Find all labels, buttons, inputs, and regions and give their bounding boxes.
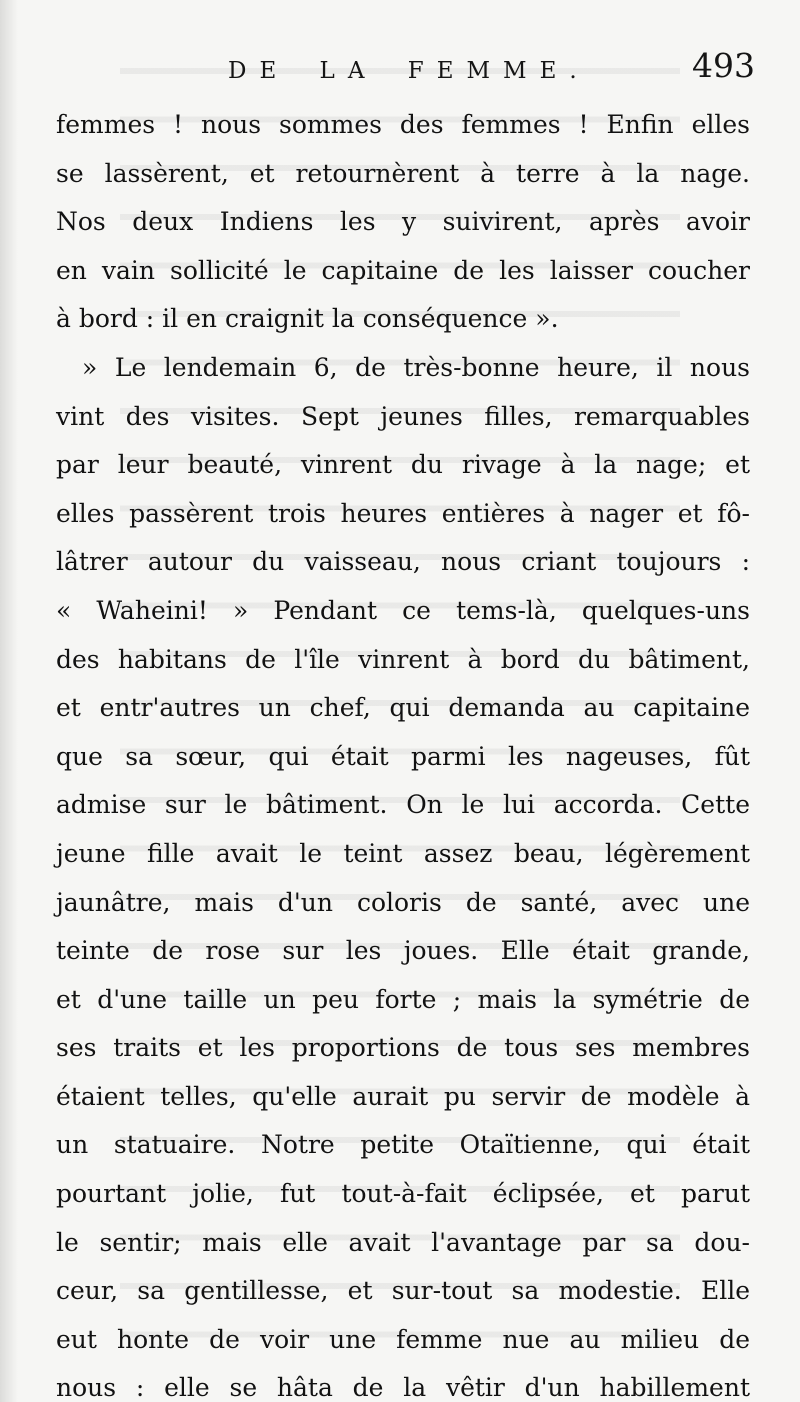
body-text [56,101,750,1402]
page-header [50,46,755,94]
text-line: Nos deux Indiens les y suivirent, après avoir [56,207,750,237]
text-line: teinte de rose sur les joues. Elle était grande, [56,936,750,966]
text-line: le sentir; mais elle avait l'avantage par sa dou- [56,1227,750,1257]
text-line: lâtrer autour du vaisseau, nous criant toujours : [56,547,750,577]
text-line: eut honte de voir une femme nue au milieu de [56,1324,750,1354]
text-line: elles passèrent trois heures entières à nager et fô- [56,498,750,528]
text-line: jaunâtre, mais d'un coloris de santé, avec une [56,887,750,917]
text-line: « Waheini! » Pendant ce tems-là, quelques-uns [56,595,750,625]
text-line: et entr'autres un chef, qui demanda au capitaine [56,693,750,723]
text-line: femmes ! nous sommes des femmes ! Enfin elles [56,110,750,139]
text-line: des habitans de l'île vinrent à bord du bâtiment, [56,644,750,674]
page-number: 493 [692,46,755,85]
running-head: DE LA FEMME. [228,58,590,84]
text-line: vint des visites. Sept jeunes filles, remarquables [56,401,750,431]
text-line: un statuaire. Notre petite Otaïtienne, qui était [56,1130,750,1160]
text-line: en vain sollicité le capitaine de les laisser coucher [56,255,750,285]
text-line: à bord : il en craignit la conséquence ». [56,304,559,334]
text-line: et d'une taille un peu forte ; mais la symétrie de [56,984,750,1014]
text-line: » Le lendemain 6, de très-bonne heure, il nous [82,352,750,382]
text-line: ses traits et les proportions de tous ses membres [56,1033,750,1063]
text-line: par leur beauté, vinrent du rivage à la nage; et [56,450,750,480]
text-line: pourtant jolie, fut tout-à-fait éclipsée, et parut [56,1179,750,1209]
text-line: étaient telles, qu'elle aurait pu servir de modèle à [56,1081,750,1111]
text-line: que sa sœur, qui était parmi les nageuses, fût [56,741,750,771]
text-line: nous : elle se hâta de la vêtir d'un habillement [56,1373,750,1402]
text-line: ceur, sa gentillesse, et sur-tout sa modestie. Elle [56,1276,750,1306]
text-line: se lassèrent, et retournèrent à terre à la nage. [56,158,750,188]
text-line: jeune fille avait le teint assez beau, légèrement [56,838,750,868]
text-line: admise sur le bâtiment. On le lui accorda. Cette [56,790,750,820]
page-gutter-shadow [0,0,18,1402]
